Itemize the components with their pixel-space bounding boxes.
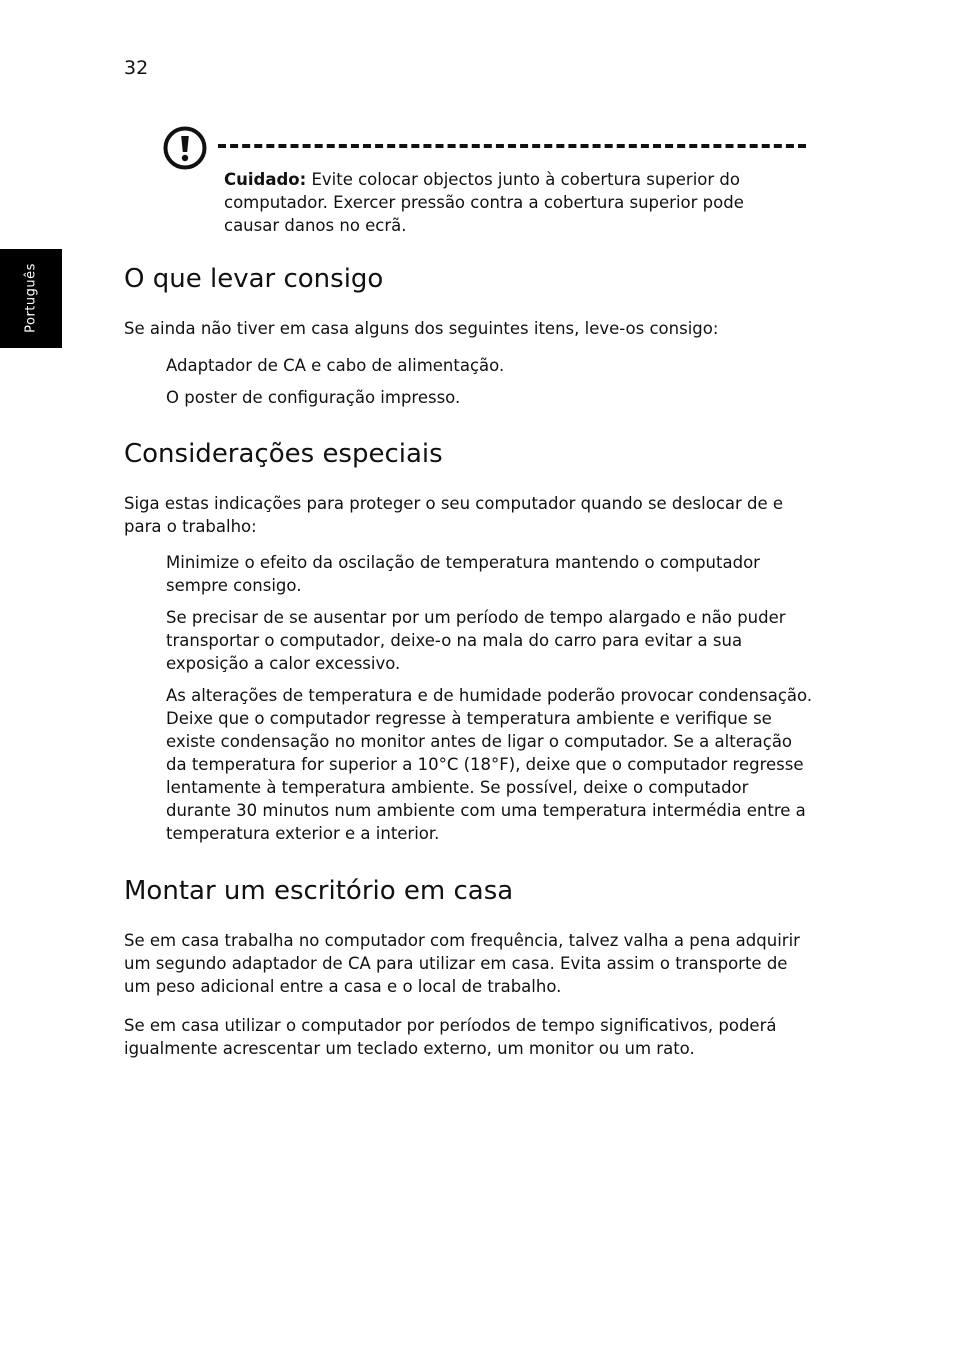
section-heading: O que levar consigo [124,264,384,294]
section-heading: Montar um escritório em casa [124,876,514,906]
paragraph: Se em casa trabalha no computador com frequência, talvez valha a pena adquirir um segundo adaptador de CA para utilizar em casa. Evita assim o transporte de um peso adicional entre a casa e o local de trabalho. [124,931,800,996]
list-item: Se precisar de se ausentar por um período de tempo alargado e não puder transportar o computador, deixe-o na mala do carro para evitar a sua exposição a calor excessivo. [166,608,786,673]
language-side-tab-label: Português [23,263,39,333]
caution-note [224,168,784,237]
section-intro: Se ainda não tiver em casa alguns dos seguintes itens, leve-os consigo: [124,319,719,338]
section-intro: Siga estas indicações para proteger o seu computador quando se deslocar de e para o trabalho: [124,494,784,536]
caution-body: Evite colocar objectos junto à cobertura superior do computador. Exercer pressão contra a cobertura superior pode causar danos no ecrã. [224,170,744,235]
language-side-tab [0,249,62,348]
list-item: Adaptador de CA e cabo de alimentação. [166,356,505,375]
caution-label: Cuidado: [224,170,307,189]
list-item: O poster de configuração impresso. [166,388,461,407]
caution-divider [218,144,806,148]
page-content [124,262,814,1060]
list-item: Minimize o efeito da oscilação de temperatura mantendo o computador sempre consigo. [166,553,760,595]
paragraph: Se em casa utilizar o computador por períodos de tempo significativos, poderá igualmente acrescentar um teclado externo, um monitor ou um rato. [124,1016,777,1058]
exclamation-circle-icon [162,125,208,171]
list-item: As alterações de temperatura e de humidade poderão provocar condensação. Deixe que o computador regresse à temperatura ambiente e verifique se existe condensação no monitor antes de ligar o computador. Se a alteração da temperatura for superior a 10°C (18°F), deixe que o computador regresse lentamente à temperatura ambiente. Se possível, deixe o computador durante 30 minutos num ambiente com uma temperatura intermédia entre a temperatura exterior e a interior. [166,686,813,843]
page-number: 32 [124,57,149,79]
section-heading: Considerações especiais [124,439,443,469]
